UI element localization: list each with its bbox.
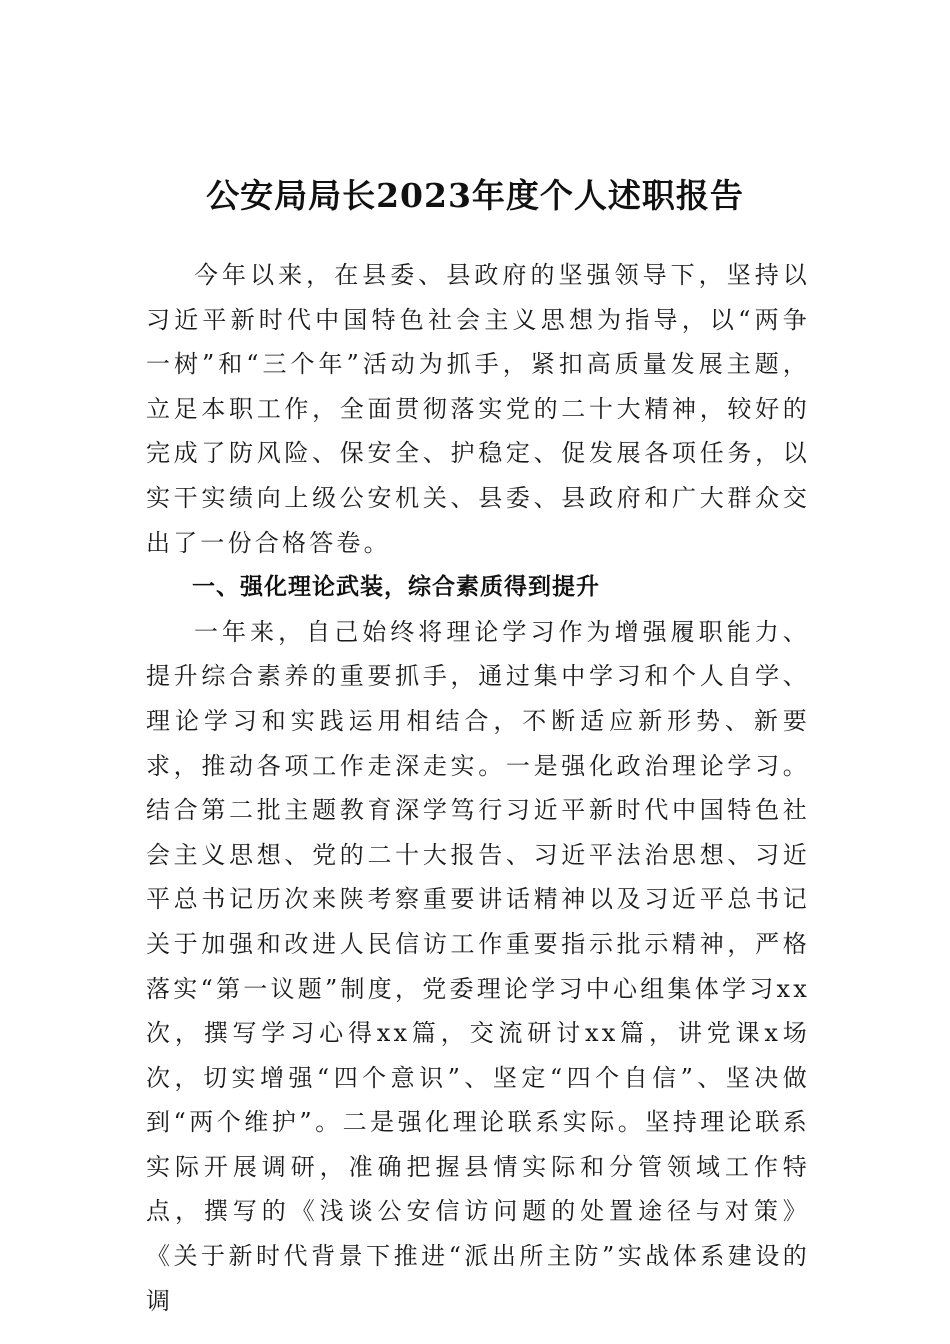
document-title: 公安局局长2023年度个人述职报告 (206, 176, 744, 215)
document-body (146, 253, 810, 1323)
section-paragraph: 一年来，自己始终将理论学习作为增强履职能力、提升综合素养的重要抓手，通过集中学习和个人自学、理论学习和实践运用相结合，不断适应新形势、新要求，推动各项工作走深走实。一是强化政治理论学习。结合第二批主题教育深学笃行习近平新时代中国特色社会主义思想、党的二十大报告、习近平法治思想、习近平总书记历次来陕考察重要讲话精神以及习近平总书记关于加强和改进人民信访工作重要指示批示精神，严格落实“第一议题”制度，党委理论学习中心组集体学习xx次，撰写学习心得xx篇，交流研讨xx篇，讲党课x场次，切实增强“四个意识”、坚定“四个自信”、坚决做到“两个维护”。二是强化理论联系实际。坚持理论联系实际开展调研，准确把握县情实际和分管领域工作特点，撰写的《浅谈公安信访问题的处置途径与对策》《关于新时代背景下推进“派出所主防”实战体系建设的调 (146, 617, 810, 1315)
section-heading: 一、强化理论武装，综合素质得到提升 (192, 574, 600, 601)
intro-paragraph: 今年以来，在县委、县政府的坚强领导下，坚持以习近平新时代中国特色社会主义思想为指导，以“两争一树”和“三个年”活动为抓手，紧扣高质量发展主题，立足本职工作，全面贯彻落实党的二十大精神，较好的完成了防风险、保安全、护稳定、促发展各项任务，以实干实绩向上级公安机关、县委、县政府和广大群众交出了一份合格答卷。 (146, 261, 810, 557)
